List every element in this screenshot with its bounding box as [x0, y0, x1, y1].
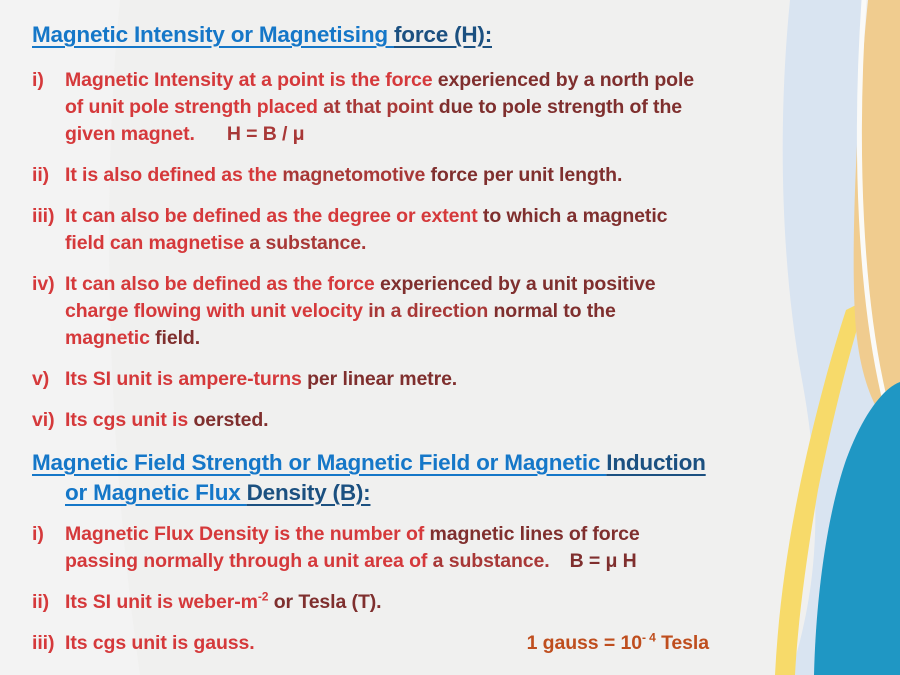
list-item-text [65, 521, 818, 575]
text-segment: Density (B): [246, 480, 371, 505]
list-item [32, 271, 818, 352]
text-segment: Magnetic Intensity or Magnetising [32, 22, 394, 47]
text-segment: Its SI unit is weber-m [65, 591, 258, 613]
text-segment: a substance. [432, 550, 550, 572]
text-segment: Its cgs unit is gauss. [65, 632, 255, 654]
text-segment: normal to the [493, 300, 616, 322]
list-item-text [65, 366, 818, 393]
text-segment: given magnet. [65, 123, 195, 145]
text-segment: or Tesla (T). [268, 591, 382, 613]
text-segment: a substance. [249, 232, 367, 254]
list-item-number: iii) [32, 205, 55, 227]
text-segment: to which a magnetic [482, 205, 668, 227]
text-segment: - 4 [641, 630, 656, 645]
list-item [32, 630, 818, 657]
list-item-number: iv) [32, 273, 55, 295]
list-item [32, 67, 818, 148]
list-item [32, 203, 818, 257]
text-segment: Induction [606, 450, 706, 475]
list-item-text [65, 67, 818, 148]
text-segment: at that point [323, 96, 439, 118]
list-item-number: vi) [32, 409, 55, 431]
section-heading [32, 20, 818, 49]
text-segment: Magnetic Intensity at a point is the force [65, 69, 438, 91]
list-item [32, 366, 818, 393]
text-segment: It can also be defined as the force [65, 273, 380, 295]
list-item [32, 589, 818, 616]
text-segment: magnetic [65, 327, 156, 349]
text-segment: Magnetic Field Strength or Magnetic Field or Magnetic [32, 450, 607, 475]
text-segment: It is also defined as the [65, 164, 283, 186]
text-segment: Magnetic Flux Density is the number of [65, 523, 430, 545]
section-heading [32, 448, 818, 508]
list-item-number: i) [32, 523, 44, 545]
list-item-number: ii) [32, 164, 50, 186]
list-item-text [65, 203, 818, 257]
text-segment: magnetomotive [282, 164, 431, 186]
text-segment: oersted. [193, 409, 269, 431]
list-item-number: v) [32, 368, 50, 390]
text-segment: magnetic lines of force [429, 523, 640, 545]
text-segment: H = B / μ [226, 123, 305, 145]
list-item-number: i) [32, 69, 44, 91]
text-segment: Tesla [655, 632, 709, 654]
text-segment: -2 [257, 589, 269, 604]
text-segment: 1 gauss = 10 [526, 632, 642, 654]
list-item-number: iii) [32, 632, 55, 654]
list-item [32, 521, 818, 575]
text-segment: field. [155, 327, 201, 349]
list-item-text [65, 407, 818, 434]
text-segment: in a direction [368, 300, 494, 322]
text-segment: per linear metre. [307, 368, 458, 390]
list-item [32, 162, 818, 189]
text-segment: B = μ H [569, 550, 637, 572]
slide-content [32, 20, 818, 671]
text-segment: passing normally through a unit area of [65, 550, 433, 572]
text-segment: Its SI unit is ampere-turns [65, 368, 308, 390]
text-segment: charge flowing with unit velocity [65, 300, 369, 322]
text-segment: force per unit length. [430, 164, 623, 186]
text-segment: due to pole strength of the [438, 96, 682, 118]
heading-line [32, 20, 818, 49]
text-segment: or Magnetic Flux [65, 480, 247, 505]
list-item-text [65, 589, 818, 616]
list-item [32, 407, 818, 434]
text-segment: experienced by a unit positive [380, 273, 656, 295]
list-item-number: ii) [32, 591, 50, 613]
text-segment: It can also be defined as the degree or extent [65, 205, 483, 227]
heading-line [32, 448, 818, 478]
text-segment: of unit pole strength placed [65, 96, 324, 118]
text-segment: field can magnetise [65, 232, 250, 254]
list-item-text [65, 162, 818, 189]
list-item-text [65, 630, 818, 657]
heading-line [32, 478, 818, 508]
list-item-text [65, 271, 818, 352]
text-segment: experienced by a north pole [437, 69, 695, 91]
text-segment: Its cgs unit is [65, 409, 194, 431]
text-segment: force (H): [394, 22, 492, 47]
